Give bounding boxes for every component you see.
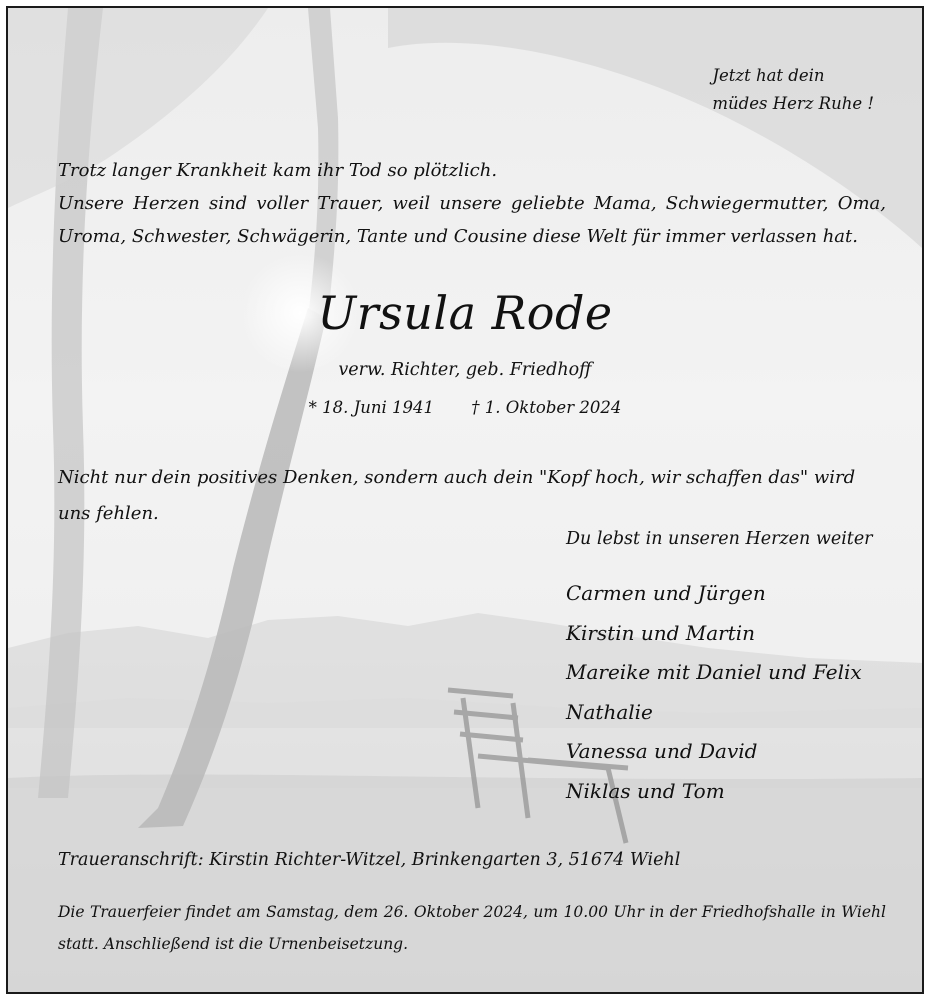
motto-line-1: Jetzt hat dein [712,66,825,85]
quote-text: Nicht nur dein positives Denken, sondern auch dein "Kopf hoch, wir schaffen das" wird uns fehlen. [58,467,856,524]
family-member: Kirstin und Martin [566,620,756,645]
obituary-notice [6,6,924,994]
family-list [566,574,862,812]
deceased-maiden-name: verw. Richter, geb. Friedhoff [338,360,592,380]
birth-date: * 18. Juni 1941 [308,398,435,417]
family-member: Carmen und Jürgen [566,581,766,605]
intro-line-2: Unsere Herzen sind voller Trauer, weil unsere geliebte Mama, Schwiegermutter, Oma, Uroma, Schwester, Schwägerin, Tante und Cousine diese Welt für immer verlassen hat. [58,193,886,247]
family-member: Nathalie [566,699,653,724]
family-member: Niklas und Tom [566,778,725,803]
closing-line: Du lebst in unseren Herzen weiter [566,529,873,549]
mourning-address: Traueranschrift: Kirstin Richter-Witzel, Brinkengarten 3, 51674 Wiehl [58,850,681,870]
family-member: Vanessa und David [566,739,758,764]
funeral-service-info: Die Trauerfeier findet am Samstag, dem 26. Oktober 2024, um 10.00 Uhr in der Friedhofshalle in Wiehl statt. Anschließend ist die Urnenbeisetzung. [58,903,886,953]
motto [712,62,874,118]
family-member: Mareike mit Daniel und Felix [566,660,862,685]
intro-text [58,154,886,253]
life-dates [8,398,922,417]
intro-line-1: Trotz langer Krankheit kam ihr Tod so plötzlich. [58,160,498,181]
motto-line-2: müdes Herz Ruhe ! [712,94,874,113]
death-date: † 1. Oktober 2024 [471,398,622,417]
deceased-name: Ursula Rode [317,286,613,340]
